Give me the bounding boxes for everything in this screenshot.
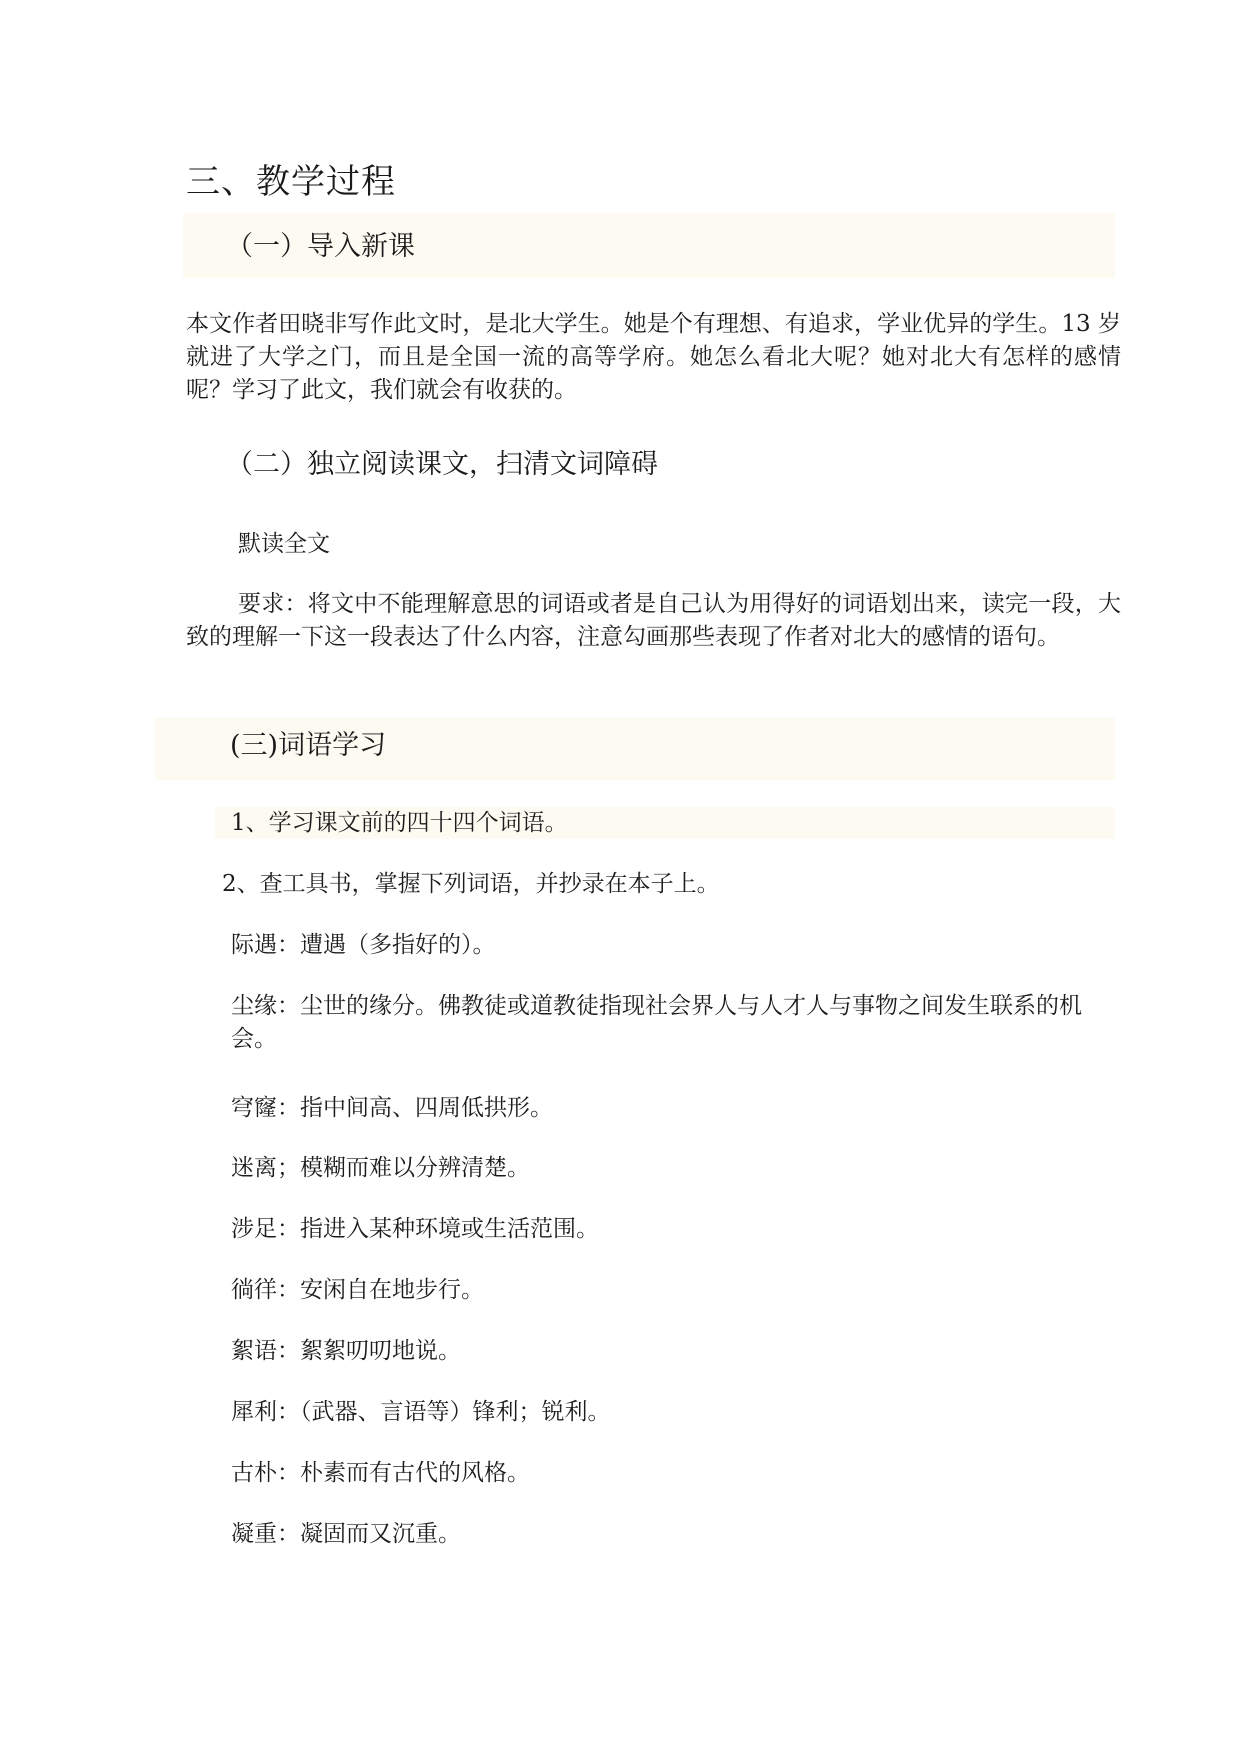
definition-item: 穹窿：指中间高、四周低拱形。 [231,1095,553,1121]
section-title: 三、教学过程 [186,162,396,202]
requirement-paragraph: 要求：将文中不能理解意思的词语或者是自己认为用得好的词语划出来，读完一段，大致的理解一下这一段表达了什么内容，注意勾画那些表现了作者对北大的感情的语句。 [186,591,1121,650]
step-2: 2、查工具书，掌握下列词语，并抄录在本子上。 [222,871,720,897]
part2-heading: （二）独立阅读课文，扫清文词障碍 [226,449,658,480]
definition-item: 犀利：（武器、言语等）锋利；锐利。 [231,1399,611,1425]
definition-item: 迷离；模糊而难以分辨清楚。 [231,1155,530,1181]
step-1: 1、学习课文前的四十四个词语。 [231,810,568,836]
silent-read-line: 默读全文 [238,531,330,557]
definition-item: 尘缘：尘世的缘分。佛教徒或道教徒指现社会界人与人才人与事物之间发生联系的机会。 [231,993,1082,1052]
part3-heading: (三)词语学习 [230,730,387,761]
definition-item: 凝重：凝固而又沉重。 [231,1521,461,1547]
definition-item: 际遇：遭遇（多指好的）。 [231,932,496,958]
definition-item: 徜徉：安闲自在地步行。 [231,1277,484,1303]
definition-item: 古朴：朴素而有古代的风格。 [231,1460,530,1486]
part1-heading: （一）导入新课 [226,231,415,262]
intro-paragraph: 本文作者田晓非写作此文时，是北大学生。她是个有理想、有追求，学业优异的学生。13 岁就进了大学之门，而且是全国一流的高等学府。她怎么看北大呢？她对北大有怎样的感情呢？学习了此文，我们就会有收获的。 [186,311,1121,403]
definition-item: 絮语：絮絮叨叨地说。 [231,1338,461,1364]
definition-item: 涉足：指进入某种环境或生活范围。 [231,1216,599,1242]
